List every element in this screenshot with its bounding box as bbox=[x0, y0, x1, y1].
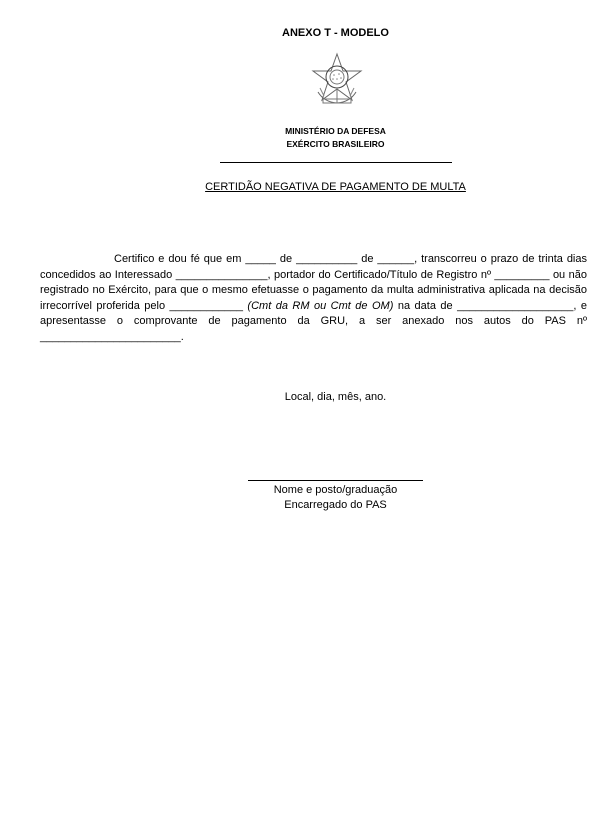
ministry-name: MINISTÉRIO DA DEFESA bbox=[285, 126, 386, 136]
ministry-heading bbox=[0, 125, 613, 151]
brazil-coat-of-arms-icon bbox=[310, 52, 364, 106]
annex-title: ANEXO T - MODELO bbox=[282, 27, 389, 39]
place-date-line: Local, dia, mês, ano. bbox=[284, 391, 387, 403]
signature-name: Nome e posto/graduação bbox=[273, 484, 398, 496]
body-text-part1: Certifico e dou fé que em _____ de __________ de ______, transcorreu o prazo de trinta dias concedidos ao Interessado _______________, portador do Certificado/Título de Registro nº _________ ou não registrado no Exército, para que o mesmo efetuasse o pagamento da multa administrativa aplicada na decisão irrecorrível proferida pelo ____________ bbox=[40, 253, 587, 312]
army-name: EXÉRCITO BRASILEIRO bbox=[286, 139, 385, 149]
header-divider bbox=[220, 162, 452, 163]
signature-role: Encarregado do PAS bbox=[284, 499, 387, 511]
signature-line bbox=[248, 480, 423, 481]
certificate-body bbox=[40, 252, 587, 345]
document-title: CERTIDÃO NEGATIVA DE PAGAMENTO DE MULTA bbox=[205, 181, 466, 193]
body-text-italic: (Cmt da RM ou Cmt de OM) bbox=[247, 299, 394, 312]
body-text-part2: na data de ___________________, e apresentasse o comprovante de pagamento da GRU, a ser anexado nos autos do PAS nº _______________________. bbox=[40, 299, 587, 343]
